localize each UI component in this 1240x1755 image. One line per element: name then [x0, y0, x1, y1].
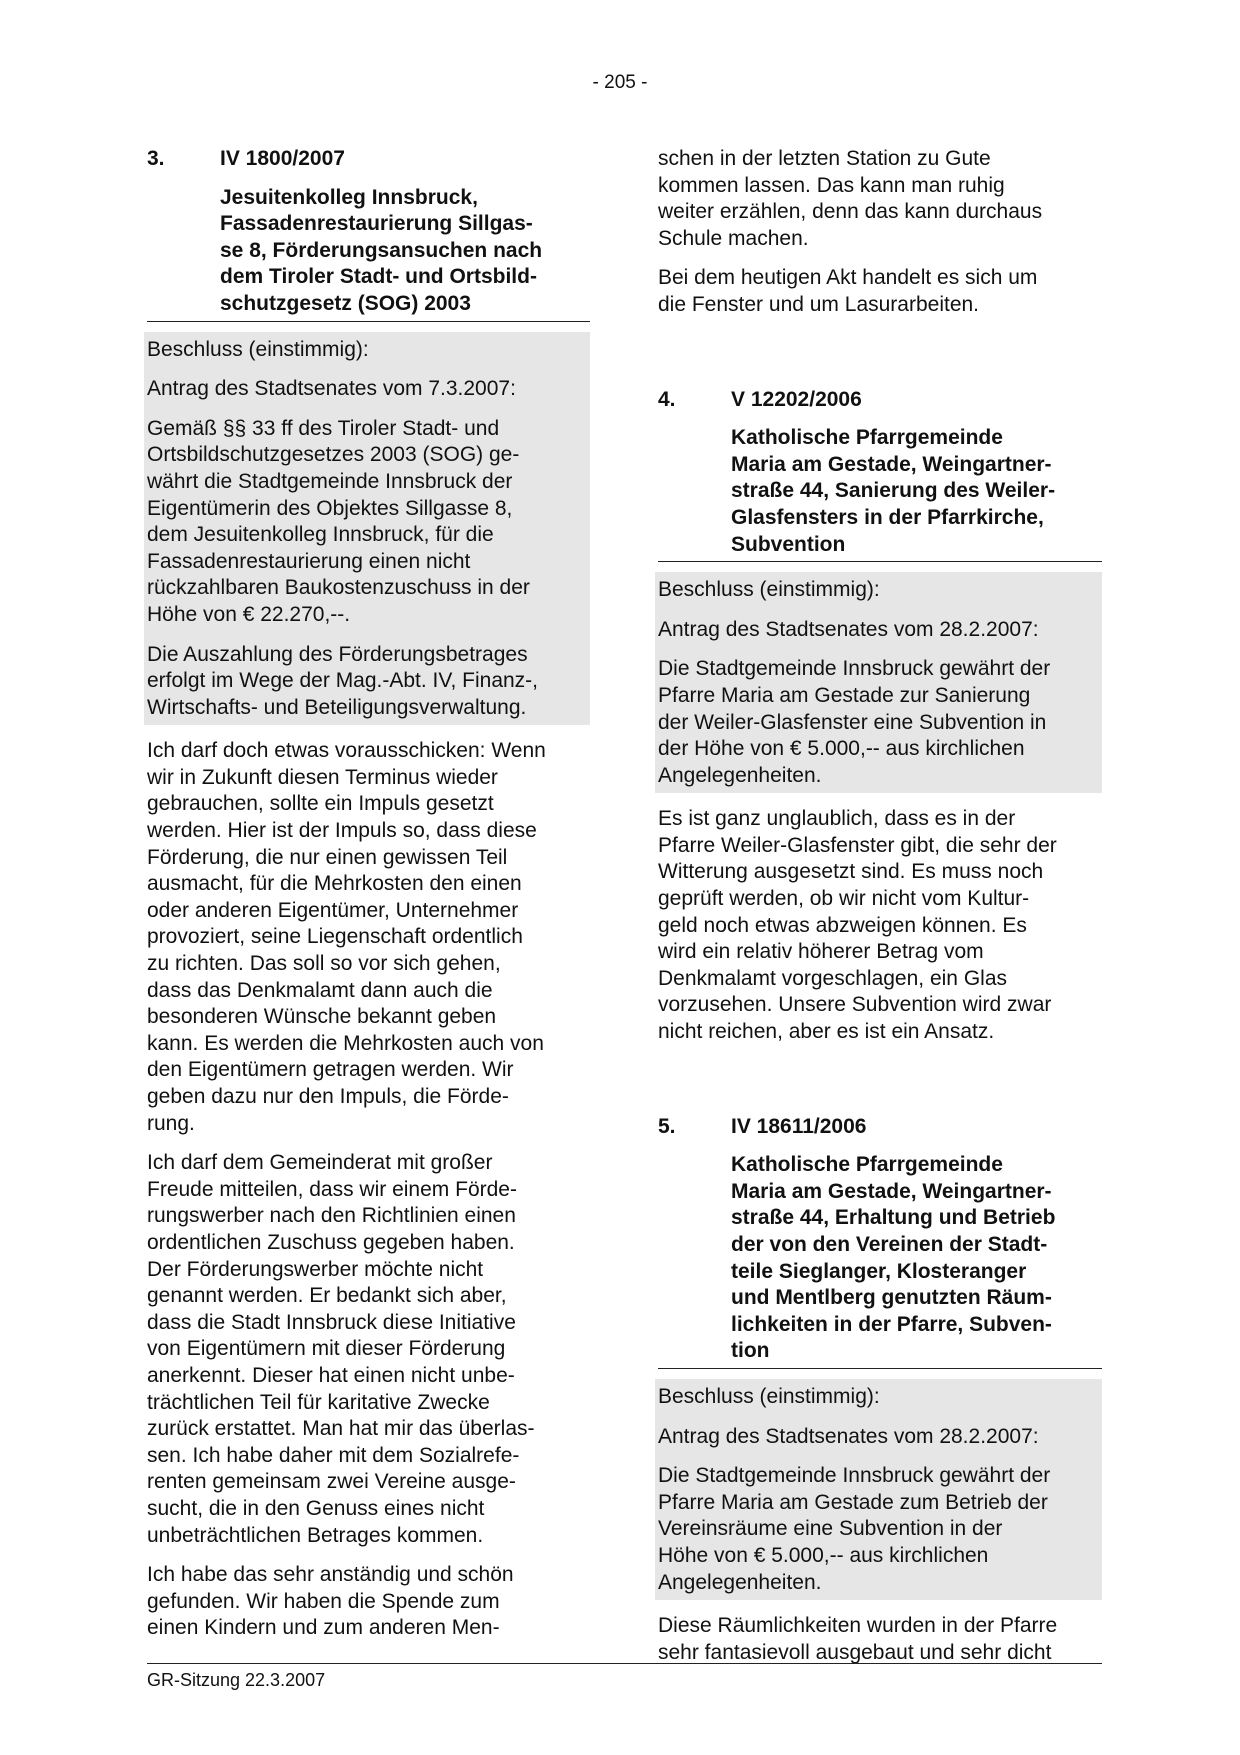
paragraph: [658, 656, 1099, 789]
title-line: Jesuitenkolleg Innsbruck,: [220, 185, 478, 209]
text-line: sen. Ich habe daher mit dem Sozialrefe-: [147, 1443, 520, 1467]
text-line: weiter erzählen, denn das kann durchaus: [658, 200, 1043, 224]
text-line: Ortsbildschutzgesetzes 2003 (SOG) ge-: [147, 443, 520, 467]
resolution-box: [144, 332, 590, 726]
speech-text: [658, 1613, 1102, 1666]
text-line: Fassadenrestaurierung einen nicht: [147, 549, 471, 573]
text-line: Angelegenheiten.: [658, 1570, 822, 1594]
title-line: Glasfensters in der Pfarrkirche,: [731, 505, 1044, 529]
text-line: provoziert, seine Liegenschaft ordentlich: [147, 925, 523, 949]
text-line: Höhe von € 22.270,--.: [147, 602, 351, 626]
item-code: V 12202/2006: [731, 387, 862, 411]
paragraph: [658, 1613, 1102, 1666]
text-line: Eigentümerin des Objektes Sillgasse 8,: [147, 496, 513, 520]
text-line: zurück erstattet. Man hat mir das überlas-: [147, 1417, 535, 1441]
paragraph: [658, 146, 1102, 252]
text-line: Pfarre Maria am Gestade zum Betrieb der: [658, 1490, 1048, 1514]
title-line: Katholische Pfarrgemeinde: [731, 1153, 1003, 1177]
text-line: kommen lassen. Das kann man ruhig: [658, 173, 1005, 197]
paragraph: [658, 1424, 1099, 1451]
text-line: Der Förderungswerber möchte nicht: [147, 1257, 484, 1281]
text-line: werden. Hier ist der Impuls so, dass diese: [147, 819, 537, 843]
text-line: sehr fantasievoll ausgebaut und sehr dicht: [658, 1640, 1052, 1664]
item-title: [147, 185, 590, 322]
paragraph: [147, 1562, 590, 1642]
text-line: Beschluss (einstimmig):: [147, 337, 369, 361]
text-line: geprüft werden, ob wir nicht vom Kultur-: [658, 887, 1030, 911]
paragraph: [147, 1150, 590, 1549]
text-line: Ich habe das sehr anständig und schön: [147, 1563, 514, 1587]
title-line: schutzgesetz (SOG) 2003: [220, 291, 471, 315]
text-line: unbeträchtlichen Betrages kommen.: [147, 1523, 484, 1547]
item-code: IV 18611/2006: [731, 1114, 867, 1138]
paragraph: [658, 806, 1102, 1045]
text-line: nicht reichen, aber es ist ein Ansatz.: [658, 1020, 995, 1044]
text-line: den Eigentümern getragen werden. Wir: [147, 1058, 514, 1082]
text-line: Antrag des Stadtsenates vom 7.3.2007:: [147, 377, 516, 401]
text-line: Es ist ganz unglaublich, dass es in der: [658, 807, 1016, 831]
text-line: rungswerber nach den Richtlinien einen: [147, 1204, 516, 1228]
title-line: Katholische Pfarrgemeinde: [731, 426, 1003, 450]
paragraph: [658, 265, 1102, 318]
text-line: Ich darf doch etwas vorausschicken: Wenn: [147, 739, 546, 763]
text-line: schen in der letzten Station zu Gute: [658, 147, 991, 170]
text-line: dem Jesuitenkolleg Innsbruck, für die: [147, 523, 494, 547]
title-line: der von den Vereinen der Stadt-: [731, 1233, 1048, 1256]
text-line: erfolgt im Wege der Mag.-Abt. IV, Finanz-,: [147, 669, 539, 693]
text-line: Bei dem heutigen Akt handelt es sich um: [658, 266, 1038, 290]
text-line: Beschluss (einstimmig):: [658, 1384, 880, 1408]
text-line: oder anderen Eigentümer, Unternehmer: [147, 898, 519, 922]
title-line: straße 44, Sanierung des Weiler-: [731, 479, 1056, 503]
text-line: Förderung, die nur einen gewissen Teil: [147, 845, 508, 869]
text-line: Freude mitteilen, dass wir einem Förde-: [147, 1177, 517, 1201]
text-line: Pfarre Weiler-Glasfenster gibt, die sehr der: [658, 833, 1057, 857]
text-line: geld noch etwas abzweigen können. Es: [658, 913, 1027, 937]
text-line: Die Stadtgemeinde Innsbruck gewährt der: [658, 1464, 1051, 1488]
text-line: Schule machen.: [658, 226, 809, 250]
title-line: teile Sieglanger, Klosteranger: [731, 1259, 1027, 1283]
paragraph: [658, 577, 1099, 604]
text-line: wir in Zukunft diesen Terminus wieder: [147, 765, 498, 789]
text-line: gefunden. Wir haben die Spende zum: [147, 1589, 500, 1613]
text-line: die Fenster und um Lasurarbeiten.: [658, 292, 980, 316]
text-line: Wirtschafts- und Beteiligungsverwaltung.: [147, 695, 527, 719]
title-line: straße 44, Erhaltung und Betrieb: [731, 1206, 1056, 1230]
text-line: währt die Stadtgemeinde Innsbruck der: [147, 469, 513, 493]
text-line: von Eigentümern mit dieser Förderung: [147, 1337, 506, 1361]
speech-text: [147, 738, 590, 1642]
text-line: sucht, die in den Genuss eines nicht: [147, 1496, 485, 1520]
text-line: Pfarre Maria am Gestade zur Sanierung: [658, 683, 1031, 707]
item-number: 3.: [147, 147, 165, 170]
text-line: dass das Denkmalamt dann auch die: [147, 978, 493, 1002]
paragraph: [658, 1463, 1099, 1596]
title-line: se 8, Förderungsansuchen nach: [220, 238, 543, 262]
item-number: 5.: [658, 1114, 676, 1138]
resolution-box: [655, 1379, 1102, 1600]
agenda-item-3: [147, 146, 590, 322]
item-title: [658, 1152, 1102, 1369]
item-code: IV 1800/2007: [220, 147, 345, 170]
paragraph: [658, 1384, 1099, 1411]
text-line: genannt werden. Er bedankt sich aber,: [147, 1284, 507, 1308]
item-title: [658, 425, 1102, 562]
paragraph: [147, 416, 587, 629]
text-line: Ich darf dem Gemeinderat mit großer: [147, 1151, 493, 1175]
text-line: vorzusehen. Unsere Subvention wird zwar: [658, 993, 1052, 1017]
footer-divider: [147, 1663, 1102, 1664]
text-line: ordentlichen Zuschuss gegeben haben.: [147, 1230, 515, 1254]
text-line: Denkmalamt vorgeschlagen, ein Glas: [658, 966, 1008, 990]
title-line: dem Tiroler Stadt- und Ortsbild-: [220, 265, 537, 289]
text-line: besonderen Wünsche bekannt geben: [147, 1005, 497, 1029]
text-line: Die Auszahlung des Förderungsbetrages: [147, 642, 528, 666]
text-line: dass die Stadt Innsbruck diese Initiative: [147, 1310, 516, 1334]
title-line: Subvention: [731, 532, 846, 556]
text-line: geben dazu nur den Impuls, die Förde-: [147, 1085, 509, 1108]
speech-text: [658, 806, 1102, 1045]
paragraph: [147, 642, 587, 722]
left-column: [147, 146, 590, 1642]
text-line: der Höhe von € 5.000,-- aus kirchlichen: [658, 737, 1025, 761]
text-line: Diese Räumlichkeiten wurden in der Pfarre: [658, 1614, 1058, 1638]
text-line: gebrauchen, sollte ein Impuls gesetzt: [147, 792, 494, 816]
text-line: rung.: [147, 1111, 195, 1135]
text-line: Gemäß §§ 33 ff des Tiroler Stadt- und: [147, 416, 500, 440]
text-line: ausmacht, für die Mehrkosten den einen: [147, 872, 522, 896]
title-line: tion: [731, 1339, 770, 1363]
text-line: Witterung ausgesetzt sind. Es muss noch: [658, 860, 1044, 884]
text-line: Höhe von € 5.000,-- aus kirchlichen: [658, 1543, 989, 1567]
text-line: zu richten. Das soll so vor sich gehen,: [147, 952, 501, 976]
title-line: Maria am Gestade, Weingartner-: [731, 1179, 1052, 1203]
text-line: Angelegenheiten.: [658, 763, 822, 787]
text-line: rückzahlbaren Baukostenzuschuss in der: [147, 576, 530, 600]
paragraph: [147, 337, 587, 364]
agenda-item-5: [658, 1114, 1102, 1369]
text-line: anerkennt. Dieser hat einen nicht unbe-: [147, 1363, 515, 1387]
title-line: Maria am Gestade, Weingartner-: [731, 452, 1052, 476]
text-line: Antrag des Stadtsenates vom 28.2.2007:: [658, 1424, 1039, 1448]
text-line: Antrag des Stadtsenates vom 28.2.2007:: [658, 617, 1039, 641]
continued-speech-text: [658, 146, 1102, 319]
resolution-box: [655, 572, 1102, 793]
item-number: 4.: [658, 387, 676, 411]
text-line: einen Kindern und zum anderen Men-: [147, 1616, 500, 1640]
paragraph: [147, 376, 587, 403]
title-line: und Mentlberg genutzten Räum-: [731, 1286, 1052, 1310]
footer-text: GR-Sitzung 22.3.2007: [147, 1670, 326, 1690]
right-column: [658, 146, 1102, 1666]
title-line: Fassadenrestaurierung Sillgas-: [220, 212, 533, 236]
title-line: lichkeiten in der Pfarre, Subven-: [731, 1312, 1052, 1336]
page-number: - 205 -: [592, 72, 648, 93]
text-line: Die Stadtgemeinde Innsbruck gewährt der: [658, 657, 1051, 681]
paragraph: [658, 617, 1099, 644]
paragraph: [147, 738, 590, 1137]
text-line: der Weiler-Glasfenster eine Subvention in: [658, 710, 1047, 734]
text-line: Vereinsräume eine Subvention in der: [658, 1517, 1003, 1541]
text-line: kann. Es werden die Mehrkosten auch von: [147, 1031, 544, 1055]
text-line: wird ein relativ höherer Betrag vom: [658, 940, 984, 964]
text-line: trächtlichen Teil für karitative Zwecke: [147, 1390, 490, 1414]
text-line: renten gemeinsam zwei Vereine ausge-: [147, 1470, 516, 1494]
agenda-item-4: [658, 387, 1102, 563]
text-line: Beschluss (einstimmig):: [658, 578, 880, 602]
